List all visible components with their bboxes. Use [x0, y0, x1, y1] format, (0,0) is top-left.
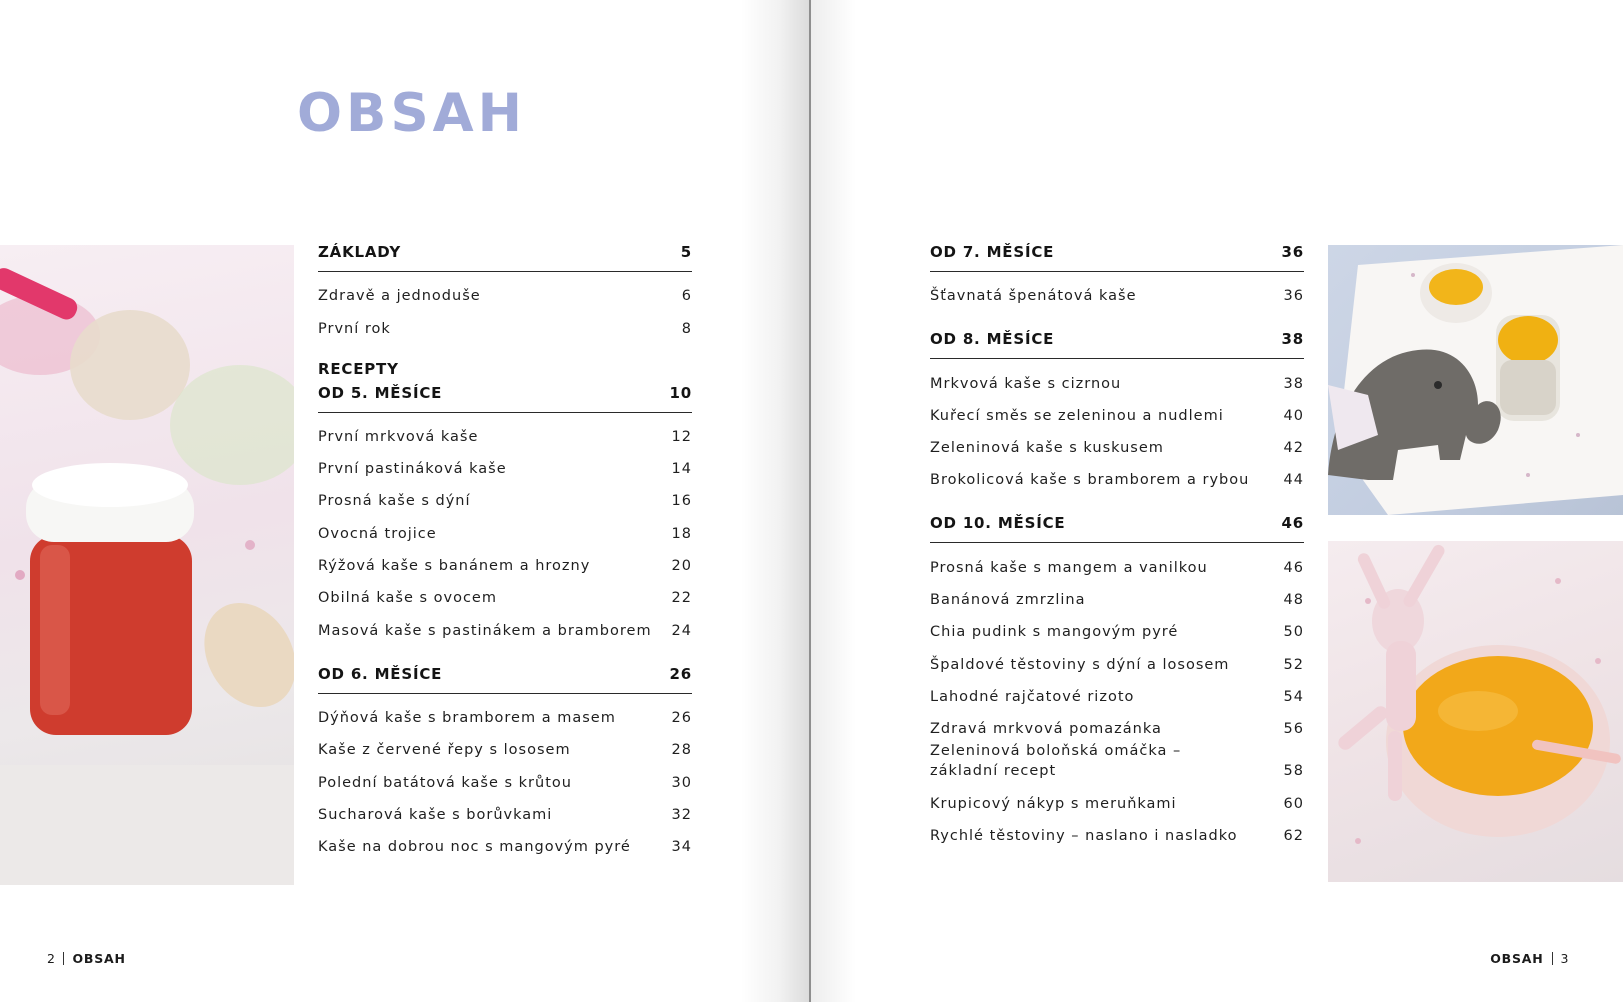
entry-title: První rok	[318, 320, 391, 337]
section-title: OD 6. MĚSÍCE	[318, 664, 443, 683]
entry-page-number: 16	[671, 493, 692, 510]
toc-entry[interactable]	[318, 610, 692, 642]
toc-entry[interactable]	[930, 580, 1304, 612]
photo-jam-jar	[0, 245, 294, 885]
photo-bunny-bowl-illustration	[1328, 541, 1623, 882]
entry-page-number: 48	[1283, 592, 1304, 609]
section-page-number: 26	[669, 664, 692, 683]
toc-section	[318, 357, 692, 643]
entry-title: První pastináková kaše	[318, 461, 507, 478]
toc-entry[interactable]	[930, 612, 1304, 644]
toc-entry[interactable]	[930, 547, 1304, 579]
entry-title: Mrkvová kaše s cizrnou	[930, 375, 1122, 392]
entry-title: Prosná kaše s dýní	[318, 493, 471, 510]
toc-entry[interactable]	[318, 795, 692, 827]
entry-title: Rychlé těstoviny – naslano i nasladko	[930, 827, 1238, 844]
gutter-shadow	[740, 0, 810, 1002]
entry-page-number: 56	[1283, 721, 1304, 738]
footer-label: OBSAH	[1490, 951, 1544, 966]
entry-title: Sucharová kaše s borůvkami	[318, 806, 553, 823]
toc-section-heading[interactable]	[930, 327, 1304, 359]
gutter-shadow	[811, 0, 856, 1002]
entry-title: Špaldové těstoviny s dýní a lososem	[930, 656, 1230, 673]
toc-section	[318, 662, 692, 859]
section-page-number: 10	[669, 383, 692, 402]
photo-jam-jar-illustration	[0, 245, 294, 885]
footer-divider	[1552, 952, 1553, 965]
entry-page-number: 40	[1283, 407, 1304, 424]
entry-page-number: 24	[671, 622, 692, 639]
toc-entry[interactable]	[318, 513, 692, 545]
toc-entry[interactable]	[318, 308, 692, 340]
entry-page-number: 46	[1283, 559, 1304, 576]
entry-title: Masová kaše s pastinákem a bramborem	[318, 622, 652, 639]
entry-page-number: 32	[671, 806, 692, 823]
toc-entry[interactable]	[930, 428, 1304, 460]
entry-title: Banánová zmrzlina	[930, 592, 1086, 609]
photo-elephant-mango-puree	[1328, 245, 1623, 515]
entry-title: První mrkvová kaše	[318, 428, 479, 445]
entry-page-number: 18	[671, 525, 692, 542]
toc-entry[interactable]	[318, 481, 692, 513]
entry-title: Obilná kaše s ovocem	[318, 590, 497, 607]
toc-section	[930, 327, 1304, 492]
toc-section	[318, 240, 692, 341]
toc-entry[interactable]	[930, 396, 1304, 428]
toc-entry[interactable]	[318, 762, 692, 794]
entry-page-number: 50	[1283, 624, 1304, 641]
toc-entry[interactable]	[930, 783, 1304, 815]
section-title: RECEPTY OD 5. MĚSÍCE	[318, 359, 443, 402]
photo-bunny-bowl-puree	[1328, 541, 1623, 882]
entry-page-number: 62	[1283, 827, 1304, 844]
toc-entry[interactable]	[318, 730, 692, 762]
toc-section	[930, 511, 1304, 847]
entry-title: Krupicový nákyp s meruňkami	[930, 795, 1177, 812]
section-title: OD 10. MĚSÍCE	[930, 514, 1066, 533]
toc-section-heading[interactable]	[930, 240, 1304, 272]
toc-entry[interactable]	[930, 741, 1304, 783]
toc-entry[interactable]	[318, 417, 692, 449]
toc-left	[318, 240, 692, 859]
toc-section-heading[interactable]	[318, 240, 692, 272]
toc-entry[interactable]	[318, 276, 692, 308]
section-page-number: 36	[1281, 243, 1304, 261]
entry-title: Zdravě a jednoduše	[318, 288, 481, 305]
entry-page-number: 30	[671, 774, 692, 791]
toc-entry[interactable]	[318, 698, 692, 730]
entry-page-number: 60	[1283, 795, 1304, 812]
right-page	[811, 0, 1623, 1002]
toc-entry[interactable]	[930, 677, 1304, 709]
toc-right	[930, 240, 1304, 848]
section-page-number: 38	[1281, 330, 1304, 349]
section-title: ZÁKLADY	[318, 243, 402, 261]
entry-page-number: 12	[671, 428, 692, 445]
entry-page-number: 28	[671, 742, 692, 759]
entry-page-number: 58	[1283, 763, 1304, 780]
entry-page-number: 22	[671, 590, 692, 607]
entry-page-number: 38	[1283, 375, 1304, 392]
page-title: OBSAH	[297, 83, 526, 144]
toc-entry[interactable]	[930, 276, 1304, 308]
entry-title: Kaše z červené řepy s lososem	[318, 742, 571, 759]
entry-page-number: 44	[1283, 472, 1304, 489]
toc-section	[930, 240, 1304, 308]
entry-title: Prosná kaše s mangem a vanilkou	[930, 559, 1208, 576]
entry-title: Lahodné rajčatové rizoto	[930, 688, 1135, 705]
entry-title: Zdravá mrkvová pomazánka	[930, 721, 1162, 738]
photo-elephant-illustration	[1328, 245, 1623, 515]
toc-entry[interactable]	[930, 644, 1304, 676]
entry-page-number: 36	[1283, 288, 1304, 305]
footer-divider	[63, 952, 64, 965]
entry-title: Brokolicová kaše s bramborem a rybou	[930, 472, 1250, 489]
entry-title: Ovocná trojice	[318, 525, 437, 542]
entry-page-number: 54	[1283, 688, 1304, 705]
entry-title: Šťavnatá špenátová kaše	[930, 288, 1137, 305]
toc-entry[interactable]	[318, 827, 692, 859]
toc-entry[interactable]	[318, 546, 692, 578]
entry-title: Polední batátová kaše s krůtou	[318, 774, 572, 791]
entry-page-number: 42	[1283, 440, 1304, 457]
toc-entry[interactable]	[930, 460, 1304, 492]
section-page-number: 46	[1281, 514, 1304, 533]
section-title: OD 7. MĚSÍCE	[930, 243, 1055, 261]
entry-page-number: 6	[681, 288, 692, 305]
page-footer	[1490, 951, 1569, 966]
page-footer	[47, 951, 126, 966]
entry-page-number: 34	[671, 839, 692, 856]
section-title: OD 8. MĚSÍCE	[930, 330, 1055, 349]
toc-section-heading[interactable]	[930, 511, 1304, 543]
entry-title: Kuřecí směs se zeleninou a nudlemi	[930, 407, 1224, 424]
entry-title: Kaše na dobrou noc s mangovým pyré	[318, 839, 631, 856]
section-page-number: 5	[680, 243, 692, 261]
toc-section-heading[interactable]	[318, 662, 692, 694]
toc-entry[interactable]	[930, 709, 1304, 741]
toc-entry[interactable]	[318, 578, 692, 610]
entry-page-number: 14	[671, 461, 692, 478]
toc-section-heading[interactable]	[318, 357, 692, 413]
toc-entry[interactable]	[318, 449, 692, 481]
entry-page-number: 20	[671, 558, 692, 575]
entry-title: Zeleninová boloňská omáčka – základní recept	[930, 743, 1182, 780]
toc-entry[interactable]	[930, 816, 1304, 848]
entry-title: Dýňová kaše s bramborem a masem	[318, 709, 616, 726]
entry-page-number: 8	[681, 320, 692, 337]
footer-label: OBSAH	[72, 951, 126, 966]
footer-page-number: 3	[1560, 951, 1569, 966]
entry-title: Chia pudink s mangovým pyré	[930, 624, 1179, 641]
toc-entry[interactable]	[930, 363, 1304, 395]
footer-page-number: 2	[47, 951, 56, 966]
entry-page-number: 52	[1283, 656, 1304, 673]
entry-page-number: 26	[671, 709, 692, 726]
left-page	[0, 0, 810, 1002]
entry-title: Zeleninová kaše s kuskusem	[930, 440, 1164, 457]
entry-title: Rýžová kaše s banánem a hrozny	[318, 558, 591, 575]
